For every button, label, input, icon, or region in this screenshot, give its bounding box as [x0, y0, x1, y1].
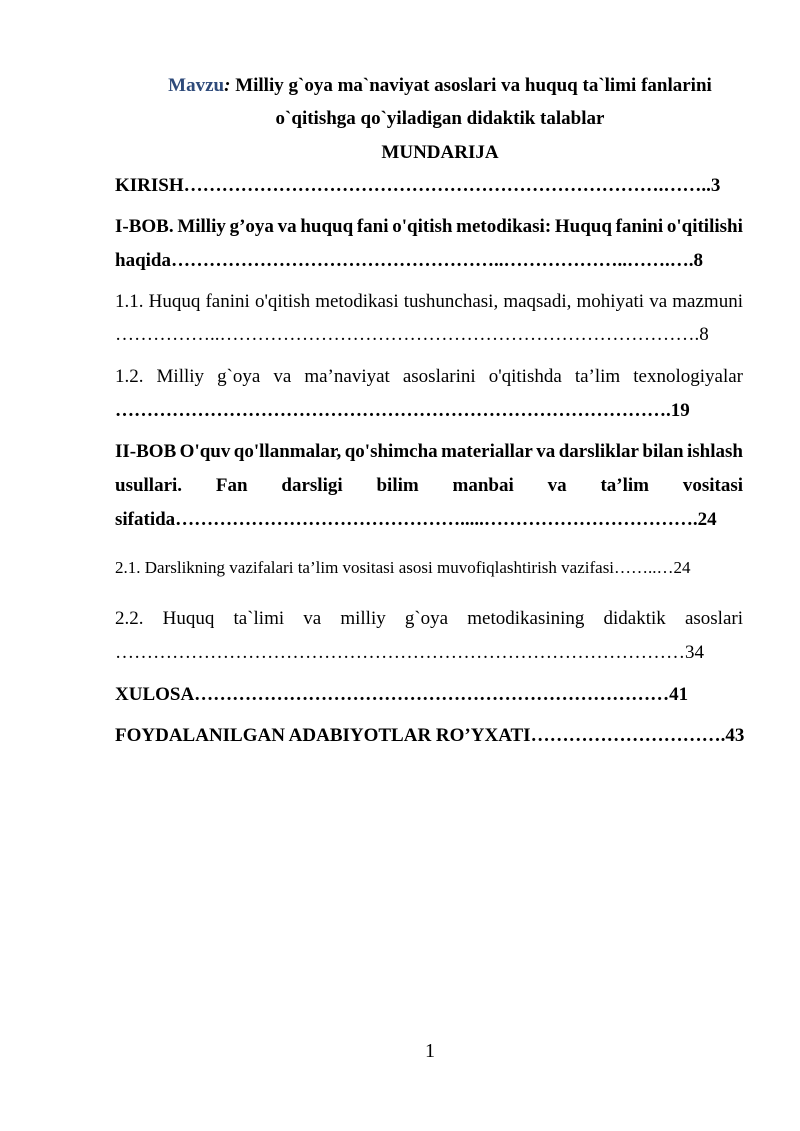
toc-word: darsliklar	[558, 441, 639, 462]
toc-word: tushunchasi,	[403, 291, 499, 312]
toc-word: I-BOB.	[115, 216, 174, 237]
contents-heading: MUNDARIJA	[381, 142, 499, 163]
toc-word: 1.1.	[115, 291, 144, 312]
toc-entry-1-1-line1	[115, 292, 743, 311]
toc-word: qo'llanmalar,	[233, 441, 342, 462]
toc-entry-adabiyotlar: FOYDALANILGAN ADABIYOTLAR RO’YXATI………………………….43	[115, 725, 745, 746]
toc-word: o'qitish	[254, 291, 311, 312]
toc-word: va	[273, 366, 292, 387]
toc-entry-bob1-line1	[115, 217, 743, 236]
toc-word: darsligi	[281, 475, 343, 496]
toc-word: va	[536, 441, 556, 462]
toc-entry-xulosa: XULOSA…………………………………………………………………41	[115, 684, 689, 705]
toc-word: metodikasi:	[456, 216, 552, 237]
toc-word: mazmuni	[672, 291, 743, 312]
toc-word: g’oya	[229, 216, 274, 237]
toc-word: ta’lim	[574, 366, 621, 387]
toc-word: II-BOB	[115, 441, 177, 462]
toc-word: va	[303, 608, 322, 629]
toc-word: ta`limi	[233, 608, 285, 629]
toc-entry-1-2-line1	[115, 367, 743, 386]
toc-word: asoslarini	[402, 366, 476, 387]
toc-word: milliy	[340, 608, 386, 629]
toc-word: metodikasining	[467, 608, 585, 629]
toc-entry-1-1-line2: ……………..………………………………………………………………….8	[115, 324, 709, 345]
toc-word: ma’naviyat	[304, 366, 390, 387]
toc-entry-bob2-line3: sifatida……………………………………….....…………………………….24	[115, 509, 717, 530]
toc-word: 1.2.	[115, 366, 144, 387]
topic-line-2: o`qitishga qo`yiladigan didaktik talablar	[275, 108, 605, 129]
toc-word: va	[277, 216, 297, 237]
toc-word: vositasi	[682, 475, 743, 496]
toc-word: materiallar	[441, 441, 533, 462]
toc-entry-bob1-line2: haqida……………………………………………..………………..…….….8	[115, 250, 703, 271]
toc-entry-bob2-line2	[115, 476, 743, 495]
toc-entry-1-2-line2: …………………………………………………………………………….19	[115, 400, 690, 421]
toc-word: 2.2.	[115, 608, 144, 629]
toc-word: g`oya	[217, 366, 261, 387]
toc-word: ta’lim	[600, 475, 649, 496]
toc-word: metodikasi	[315, 291, 399, 312]
topic-colon: :	[224, 75, 231, 96]
toc-entry-2-2-line2: ………………………………………………………………………………34	[115, 642, 704, 663]
toc-word: Huquq	[162, 608, 215, 629]
toc-word: ishlash	[687, 441, 743, 462]
toc-entry-2-1: 2.1. Darslikning vazifalari ta’lim vositasi asosi muvofiqlashtirish vazifasi……..…24	[115, 558, 691, 577]
toc-word: didaktik	[603, 608, 666, 629]
toc-word: O'quv	[179, 441, 231, 462]
toc-word: maqsadi,	[503, 291, 572, 312]
toc-word: va	[649, 291, 668, 312]
toc-word: va	[547, 475, 567, 496]
toc-word: asoslari	[684, 608, 743, 629]
toc-entry-kirish: KIRISH………………………………………………………………….……..3	[115, 175, 721, 196]
toc-word: texnologiyalar	[633, 366, 743, 387]
toc-word: Huquq	[148, 291, 201, 312]
toc-word: manbai	[452, 475, 514, 496]
toc-word: bilim	[376, 475, 419, 496]
toc-word: huquq	[300, 216, 354, 237]
toc-word: o'qitishda	[488, 366, 562, 387]
topic-label: Mavzu	[168, 75, 225, 96]
toc-word: fanini	[205, 291, 250, 312]
toc-word: Milliy	[156, 366, 205, 387]
toc-word: qo'shimcha	[344, 441, 438, 462]
toc-word: g`oya	[404, 608, 449, 629]
toc-word: bilan	[642, 441, 684, 462]
toc-entry-2-2-line1	[115, 609, 743, 628]
toc-word: Fan	[215, 475, 248, 496]
toc-word: usullari.	[115, 475, 183, 496]
page-number: 1	[425, 1040, 435, 1062]
toc-word: Huquq	[554, 216, 612, 237]
toc-word: mohiyati	[576, 291, 645, 312]
topic-title-part-1: Milliy g`oya ma`naviyat asoslari va huquq ta`limi fanlarini	[230, 75, 712, 96]
toc-word: o'qitilishi	[666, 216, 743, 237]
toc-word: fani	[356, 216, 389, 237]
toc-entry-bob2-line1	[115, 442, 743, 461]
toc-word: Milliy	[177, 216, 226, 237]
toc-word: o'qitish	[392, 216, 453, 237]
toc-word: fanini	[615, 216, 664, 237]
topic-line-1	[0, 75, 800, 97]
